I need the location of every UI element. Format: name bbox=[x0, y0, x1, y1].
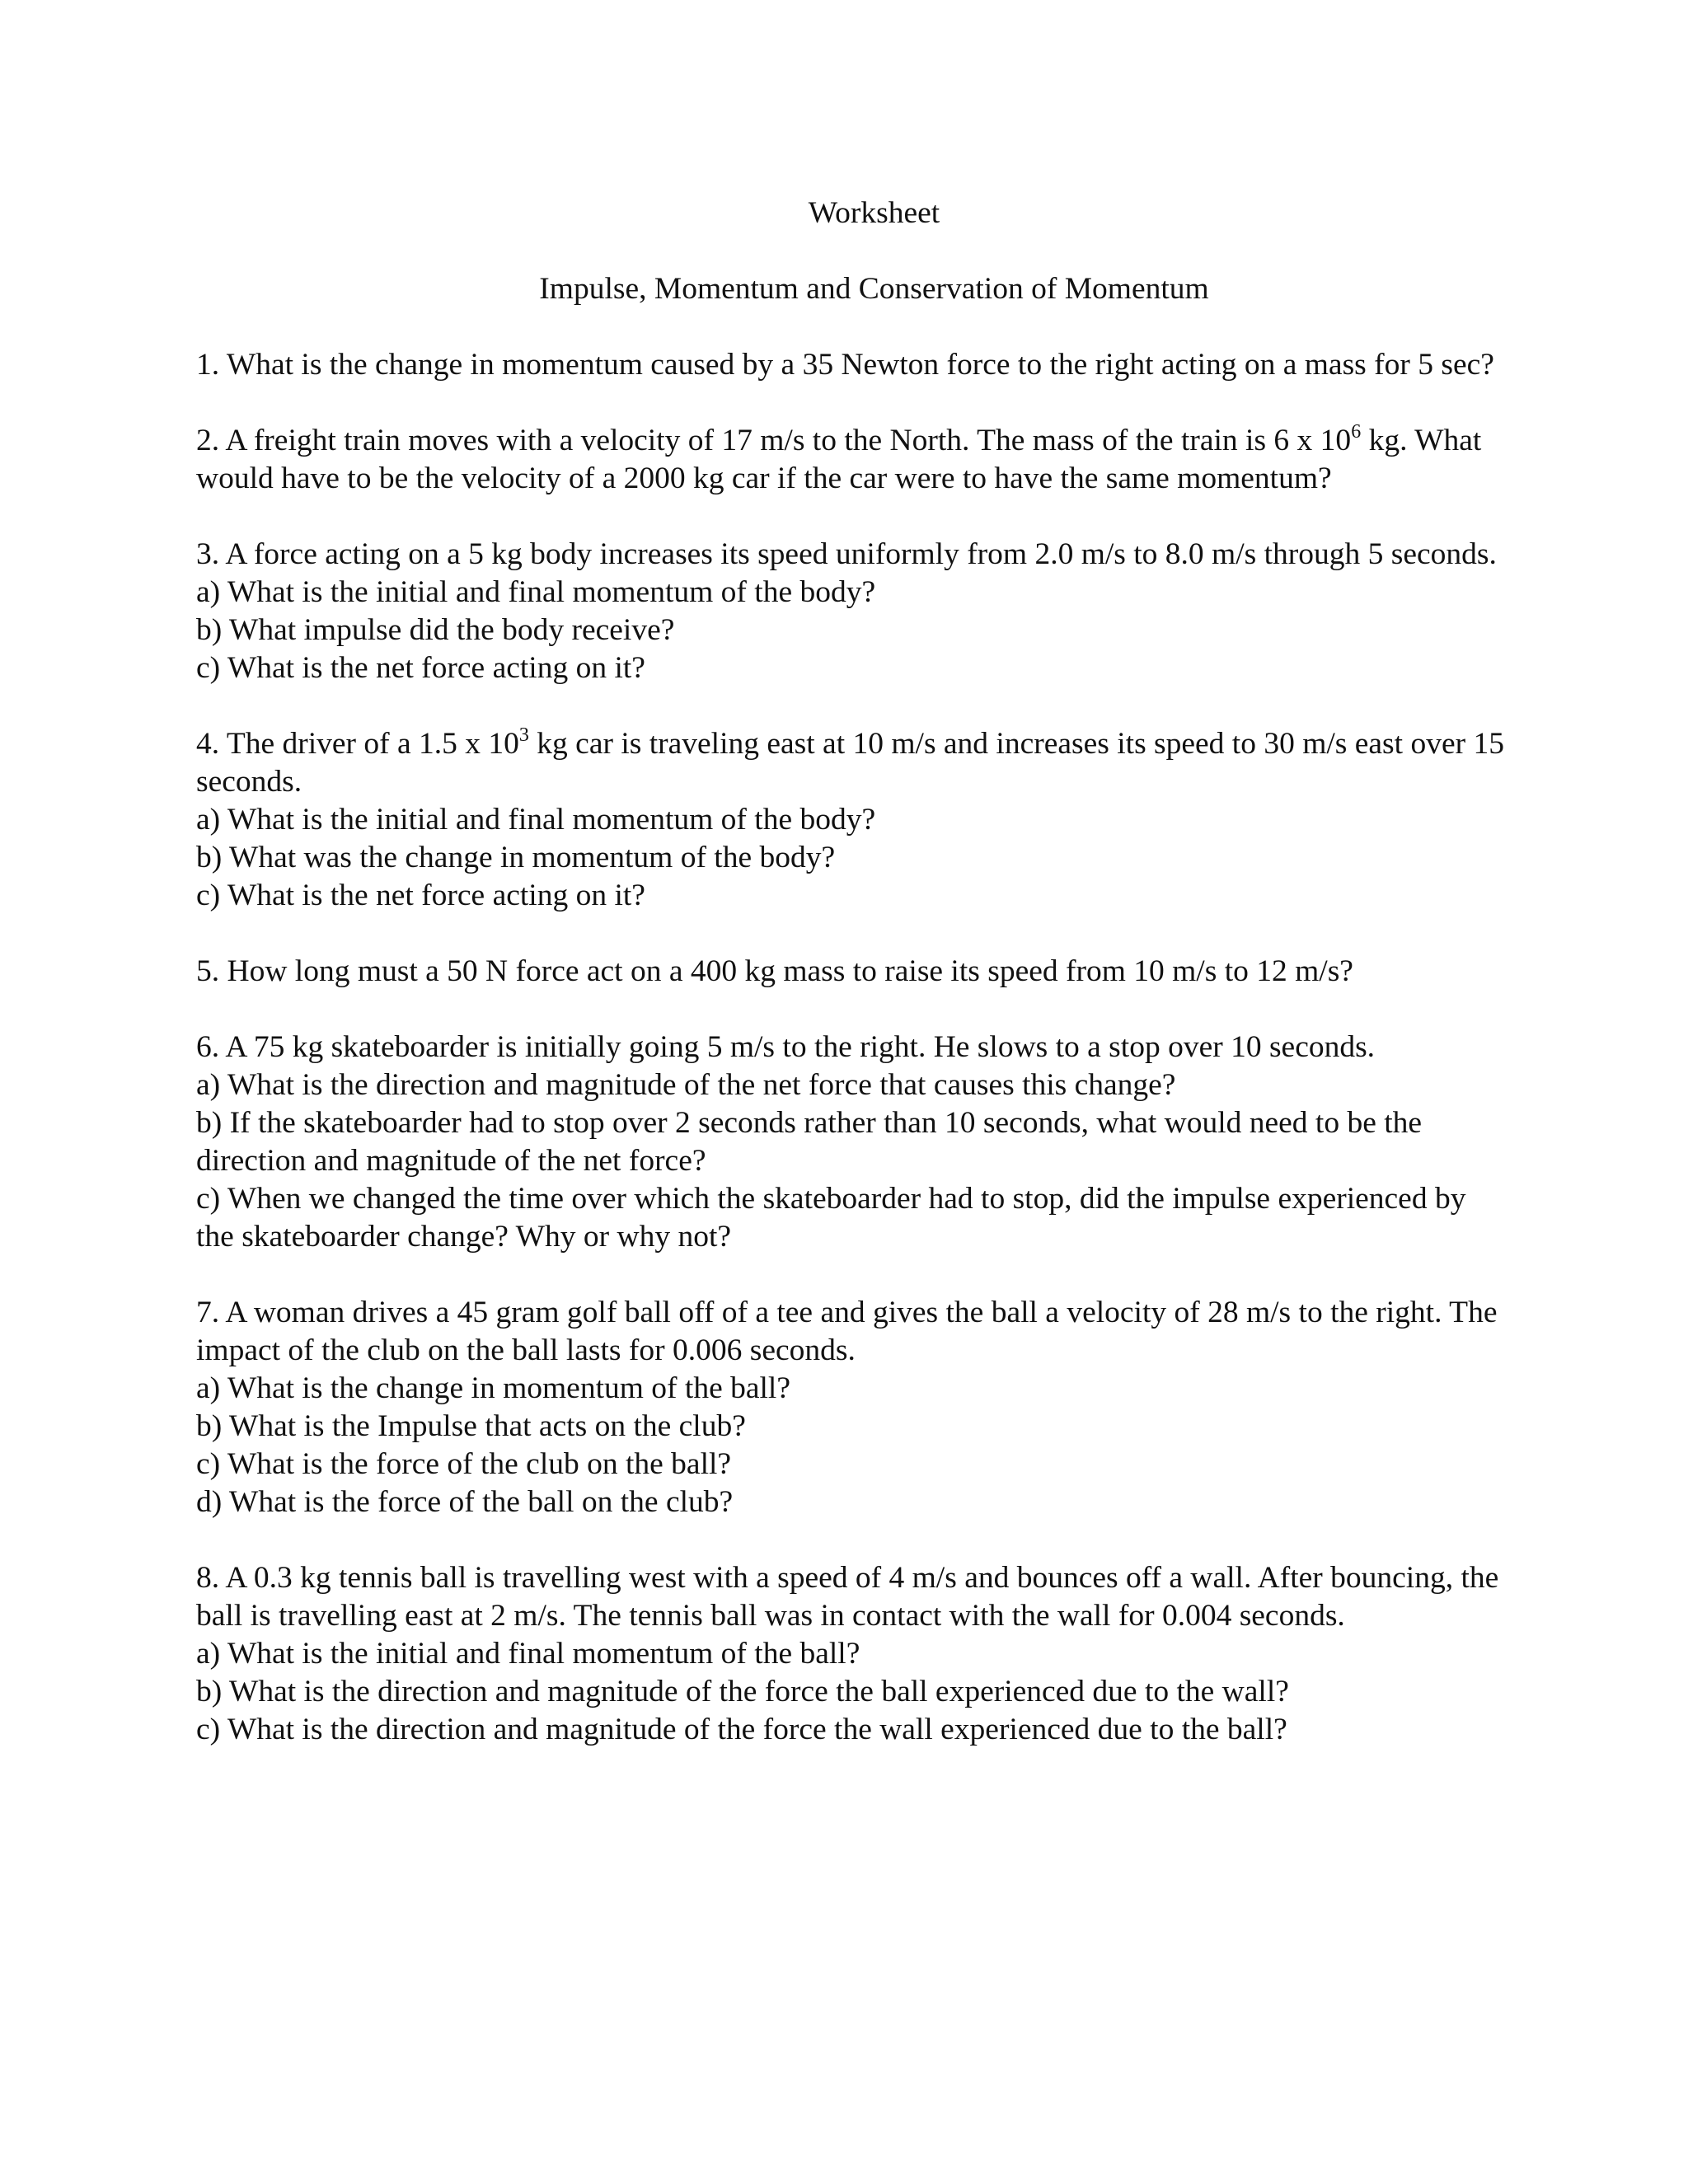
question-3 bbox=[196, 536, 1507, 687]
exponent: 3 bbox=[518, 724, 529, 746]
question-part-b: b) If the skateboarder had to stop over 2 seconds rather than 10 seconds, what would need to be the direction and magnitude of the net force? bbox=[196, 1106, 1423, 1178]
question-part-c: c) When we changed the time over which the skateboarder had to stop, did the impulse experienced by the skateboarder change? Why or why not? bbox=[196, 1182, 1466, 1254]
question-2 bbox=[196, 422, 1507, 498]
question-part-a: a) What is the direction and magnitude of the net force that causes this change? bbox=[196, 1068, 1176, 1102]
question-text: 3. A force acting on a 5 kg body increases its speed uniformly from 2.0 m/s to 8.0 m/s through 5 seconds. bbox=[196, 537, 1497, 571]
question-text-part: kg. What would have to be the velocity of a 2000 kg car if the car were to have the same momentum? bbox=[196, 424, 1482, 495]
question-text: 7. A woman drives a 45 gram golf ball off of a tee and gives the ball a velocity of 28 m/s to the right. The impact of the club on the ball lasts for 0.006 seconds. bbox=[196, 1296, 1498, 1367]
question-text bbox=[196, 725, 1507, 801]
question-part-b: b) What is the direction and magnitude of the force the ball experienced due to the wall? bbox=[196, 1675, 1289, 1708]
question-1 bbox=[196, 346, 1507, 384]
question-part-c: c) What is the direction and magnitude of the force the wall experienced due to the ball? bbox=[196, 1713, 1287, 1746]
question-text: 6. A 75 kg skateboarder is initially going 5 m/s to the right. He slows to a stop over 10 seconds. bbox=[196, 1030, 1376, 1064]
question-part-b: b) What impulse did the body receive? bbox=[196, 613, 675, 647]
question-part-b: b) What was the change in momentum of the body? bbox=[196, 841, 836, 874]
page-title: Worksheet bbox=[808, 196, 940, 230]
page-subtitle: Impulse, Momentum and Conservation of Momentum bbox=[539, 272, 1209, 306]
question-text-part: kg car is traveling east at 10 m/s and increases its speed to 30 m/s east over 15 seconds. bbox=[196, 727, 1504, 799]
question-text: 1. What is the change in momentum caused by a 35 Newton force to the right acting on a mass for 5 sec? bbox=[196, 348, 1494, 382]
question-text-part: 4. The driver of a 1.5 x 10 bbox=[196, 727, 519, 761]
question-part-a: a) What is the initial and final momentum of the body? bbox=[196, 803, 876, 837]
question-part-c: c) What is the net force acting on it? bbox=[196, 879, 645, 912]
worksheet-content bbox=[196, 194, 1507, 1749]
question-8 bbox=[196, 1559, 1507, 1749]
question-text: 5. How long must a 50 N force act on a 400 kg mass to raise its speed from 10 m/s to 12 m/s? bbox=[196, 954, 1353, 988]
question-5 bbox=[196, 953, 1507, 991]
question-text bbox=[196, 422, 1507, 498]
question-6 bbox=[196, 1029, 1507, 1256]
question-part-a: a) What is the change in momentum of the ball? bbox=[196, 1371, 790, 1405]
question-text-part: 2. A freight train moves with a velocity of 17 m/s to the North. The mass of the train is 6 x 10 bbox=[196, 424, 1352, 457]
question-part-c: c) What is the net force acting on it? bbox=[196, 651, 645, 685]
question-part-a: a) What is the initial and final momentum of the body? bbox=[196, 575, 876, 609]
question-text: 8. A 0.3 kg tennis ball is travelling west with a speed of 4 m/s and bounces off a wall. After bouncing, the ball is travelling east at 2 m/s. The tennis ball was in contact with the wall for 0.004 seconds. bbox=[196, 1561, 1499, 1633]
question-4 bbox=[196, 725, 1507, 915]
question-part-b: b) What is the Impulse that acts on the club? bbox=[196, 1409, 746, 1443]
question-part-c: c) What is the force of the club on the ball? bbox=[196, 1447, 732, 1481]
exponent: 6 bbox=[1351, 420, 1362, 443]
question-part-a: a) What is the initial and final momentum of the ball? bbox=[196, 1637, 860, 1671]
question-7 bbox=[196, 1294, 1507, 1521]
question-part-d: d) What is the force of the ball on the club? bbox=[196, 1485, 734, 1519]
